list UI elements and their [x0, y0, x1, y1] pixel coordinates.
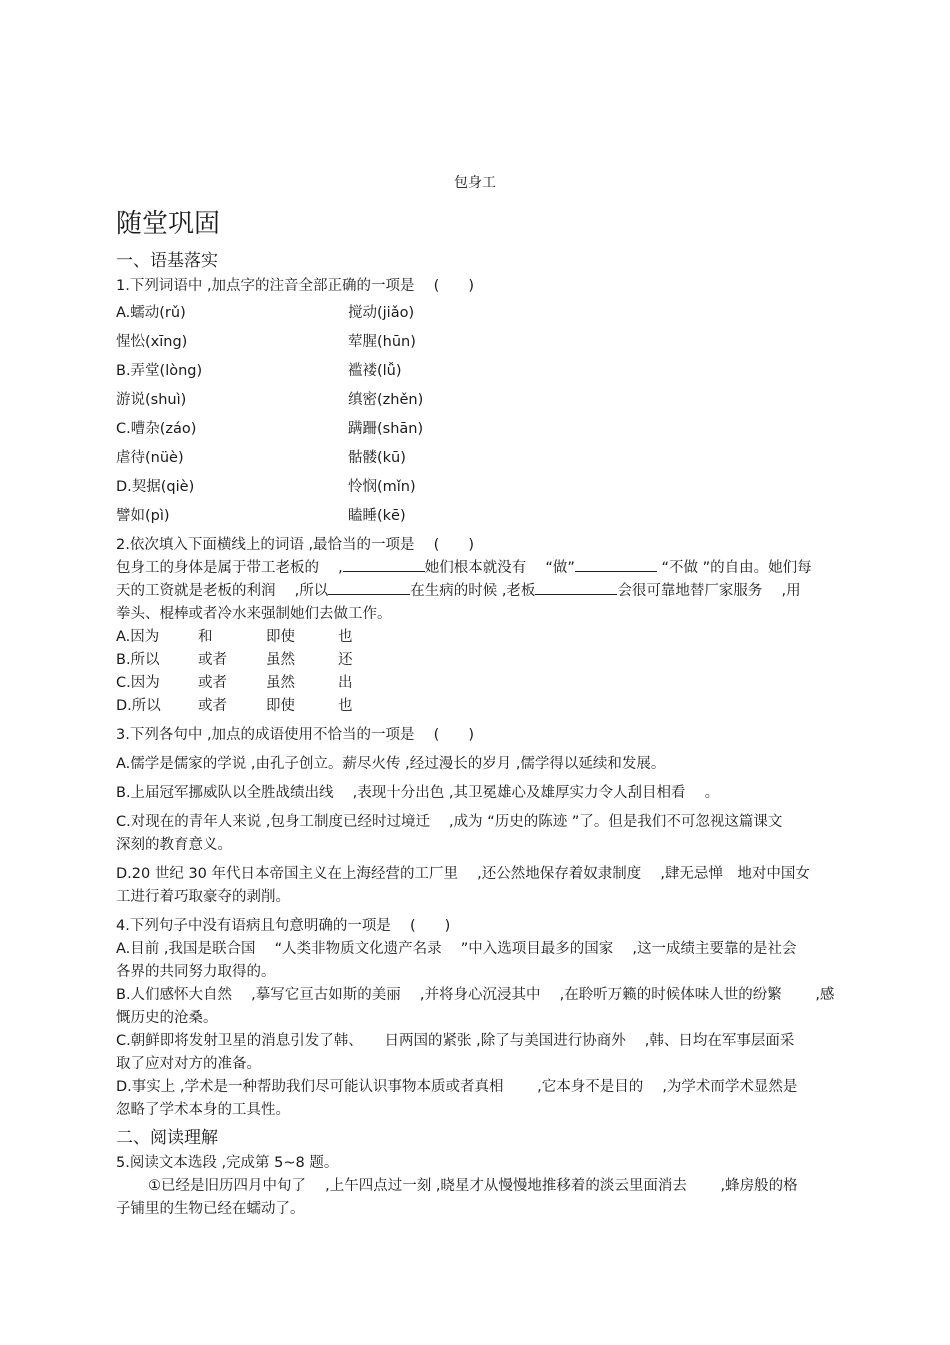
q4-stem: 4.下列句子中没有语病且句意明确的一项是 ( )	[116, 918, 451, 934]
q3-option-c-line1: C.对现在的青年人来说 ,包身工制度已经时过境迁 ,成为 “历史的陈迹 ”了。但是我们不可忽视这篇课文	[116, 814, 783, 830]
q2-text-5: 在生病的时候 ,老板	[410, 583, 536, 599]
q2-opt-a-4: 也	[338, 629, 353, 645]
q4-option-c-line1: C.朝鲜即将发射卫星的消息引发了韩、 日两国的紧张 ,除了与美国进行协商外 ,韩、日均在军事层面采	[116, 1033, 795, 1049]
q2-blank-3	[328, 580, 410, 595]
q4-option-a-line1: A.目前 ,我国是联合国 “人类非物质文化遗产名录 ”中入选项目最多的国家 ,这一成绩主要靠的是社会	[116, 941, 797, 957]
q1-row5-right: 骷髅(kū)	[348, 450, 406, 466]
q2-opt-b-4: 还	[338, 652, 353, 668]
q2-blank-1	[343, 557, 425, 572]
q2-opt-a-1: A.因为	[116, 629, 160, 645]
q2-opt-b-3: 虽然	[266, 652, 295, 668]
q1-row5-left: 虐待(nüè)	[116, 450, 184, 466]
q1-row4-left: C.嘈杂(záo)	[116, 421, 197, 437]
document-title: 包身工	[454, 175, 496, 191]
q2-opt-c-1: C.因为	[116, 675, 160, 691]
q2-passage-line3: 拳头、棍棒或者冷水来强制她们去做工作。	[116, 606, 392, 622]
q1-row6-left: D.契据(qiè)	[116, 479, 195, 495]
q2-passage-line1	[116, 557, 836, 580]
q2-opt-b-1: B.所以	[116, 652, 160, 668]
q3-option-b: B.上届冠军挪威队以全胜战绩出线 ,表现十分出色 ,其卫冕雄心及雄厚实力令人刮目相看 。	[116, 785, 720, 801]
q4-option-b-line2: 慨历史的沧桑。	[116, 1010, 218, 1026]
q2-opt-c-4: 出	[338, 675, 353, 691]
q1-row3-right: 缜密(zhěn)	[348, 392, 424, 408]
q3-option-d-line1: D.20 世纪 30 年代日本帝国主义在上海经营的工厂里 ,还公然地保存着奴隶制度 ,肆无忌惮 地对中国女	[116, 866, 810, 882]
q2-blank-4	[535, 580, 617, 595]
part2-heading: 二、阅读理解	[116, 1128, 218, 1148]
q4-option-d-line1: D.事实上 ,学术是一种帮助我们尽可能认识事物本质或者真相 ,它本身不是目的 ,为学术而学术显然是	[116, 1079, 798, 1095]
q2-opt-b-2: 或者	[198, 652, 227, 668]
q1-row4-right: 蹒跚(shān)	[348, 421, 424, 437]
q1-row6-right: 怜悯(mǐn)	[348, 479, 416, 495]
q1-row1-right: 荤腥(hūn)	[348, 334, 416, 350]
q3-option-c-line2: 深刻的教育意义。	[116, 837, 232, 853]
q1-row7-left: 譬如(pì)	[116, 508, 170, 524]
q2-text-2: 她们根本就没有 “做”	[424, 560, 575, 576]
q2-opt-d-2: 或者	[198, 698, 227, 714]
q2-opt-d-3: 即使	[266, 698, 295, 714]
q1-row2-left: B.弄堂(lòng)	[116, 363, 203, 379]
q3-option-a: A.儒学是儒家的学说 ,由孔子创立。薪尽火传 ,经过漫长的岁月 ,儒学得以延续和发展。	[116, 756, 666, 772]
q1-row2-right: 褴褛(lǚ)	[348, 363, 402, 379]
q2-text-6: 会很可靠地替厂家服务 ,用	[617, 583, 801, 599]
q2-opt-d-1: D.所以	[116, 698, 161, 714]
q2-options	[116, 626, 836, 718]
q1-row1-left: 惺忪(xīng)	[116, 334, 188, 350]
q5-passage-line1: ①已经是旧历四月中旬了 ,上午四点过一刻 ,晓星才从慢慢地推移着的淡云里面消去 ,蜂房般的格	[148, 1178, 798, 1194]
q3-stem: 3.下列各句中 ,加点的成语使用不恰当的一项是 ( )	[116, 727, 474, 743]
q4-option-c-line2: 取了应对对方的准备。	[116, 1056, 261, 1072]
q2-passage-line2	[116, 580, 836, 603]
q1-row3-left: 游说(shuì)	[116, 392, 187, 408]
q3-option-d-line2: 工进行着巧取豪夺的剥削。	[116, 889, 290, 905]
q4-option-d-line2: 忽略了学术本身的工具性。	[116, 1102, 290, 1118]
q1-row0-right: 搅动(jiǎo)	[348, 305, 415, 321]
q4-option-a-line2: 各界的共同努力取得的。	[116, 964, 276, 980]
q5-stem: 5.阅读文本选段 ,完成第 5~8 题。	[116, 1155, 339, 1171]
q5-passage-line2: 子铺里的生物已经在蠕动了。	[116, 1201, 305, 1217]
q4-option-b-line1: B.人们感怀大自然 ,摹写它亘古如斯的美丽 ,并将身心沉浸其中 ,在聆听万籁的时候体味人世的纷繁 ,感	[116, 987, 835, 1003]
q1-row0-left: A.蠕动(rǔ)	[116, 305, 186, 321]
q2-text-4: 天的工资就是老板的利润 ,所以	[116, 583, 329, 599]
q2-text-3: “不做 ”的自由。她们每	[656, 560, 812, 576]
part1-heading: 一、语基落实	[116, 251, 218, 271]
q1-row7-right: 瞌睡(kē)	[348, 508, 406, 524]
q2-opt-c-3: 虽然	[266, 675, 295, 691]
q2-opt-a-3: 即使	[266, 629, 295, 645]
q2-opt-c-2: 或者	[198, 675, 227, 691]
section-title: 随堂巩固	[116, 209, 221, 239]
q2-stem: 2.依次填入下面横线上的词语 ,最恰当的一项是 ( )	[116, 537, 474, 553]
document-body	[116, 245, 836, 1221]
q2-opt-d-4: 也	[338, 698, 353, 714]
q2-opt-a-2: 和	[198, 629, 213, 645]
q1-options	[116, 302, 836, 528]
q2-blank-2	[575, 557, 657, 572]
q1-stem: 1.下列词语中 ,加点字的注音全部正确的一项是 ( )	[116, 278, 474, 294]
q2-text-1: 包身工的身体是属于带工老板的 ,	[116, 560, 343, 576]
